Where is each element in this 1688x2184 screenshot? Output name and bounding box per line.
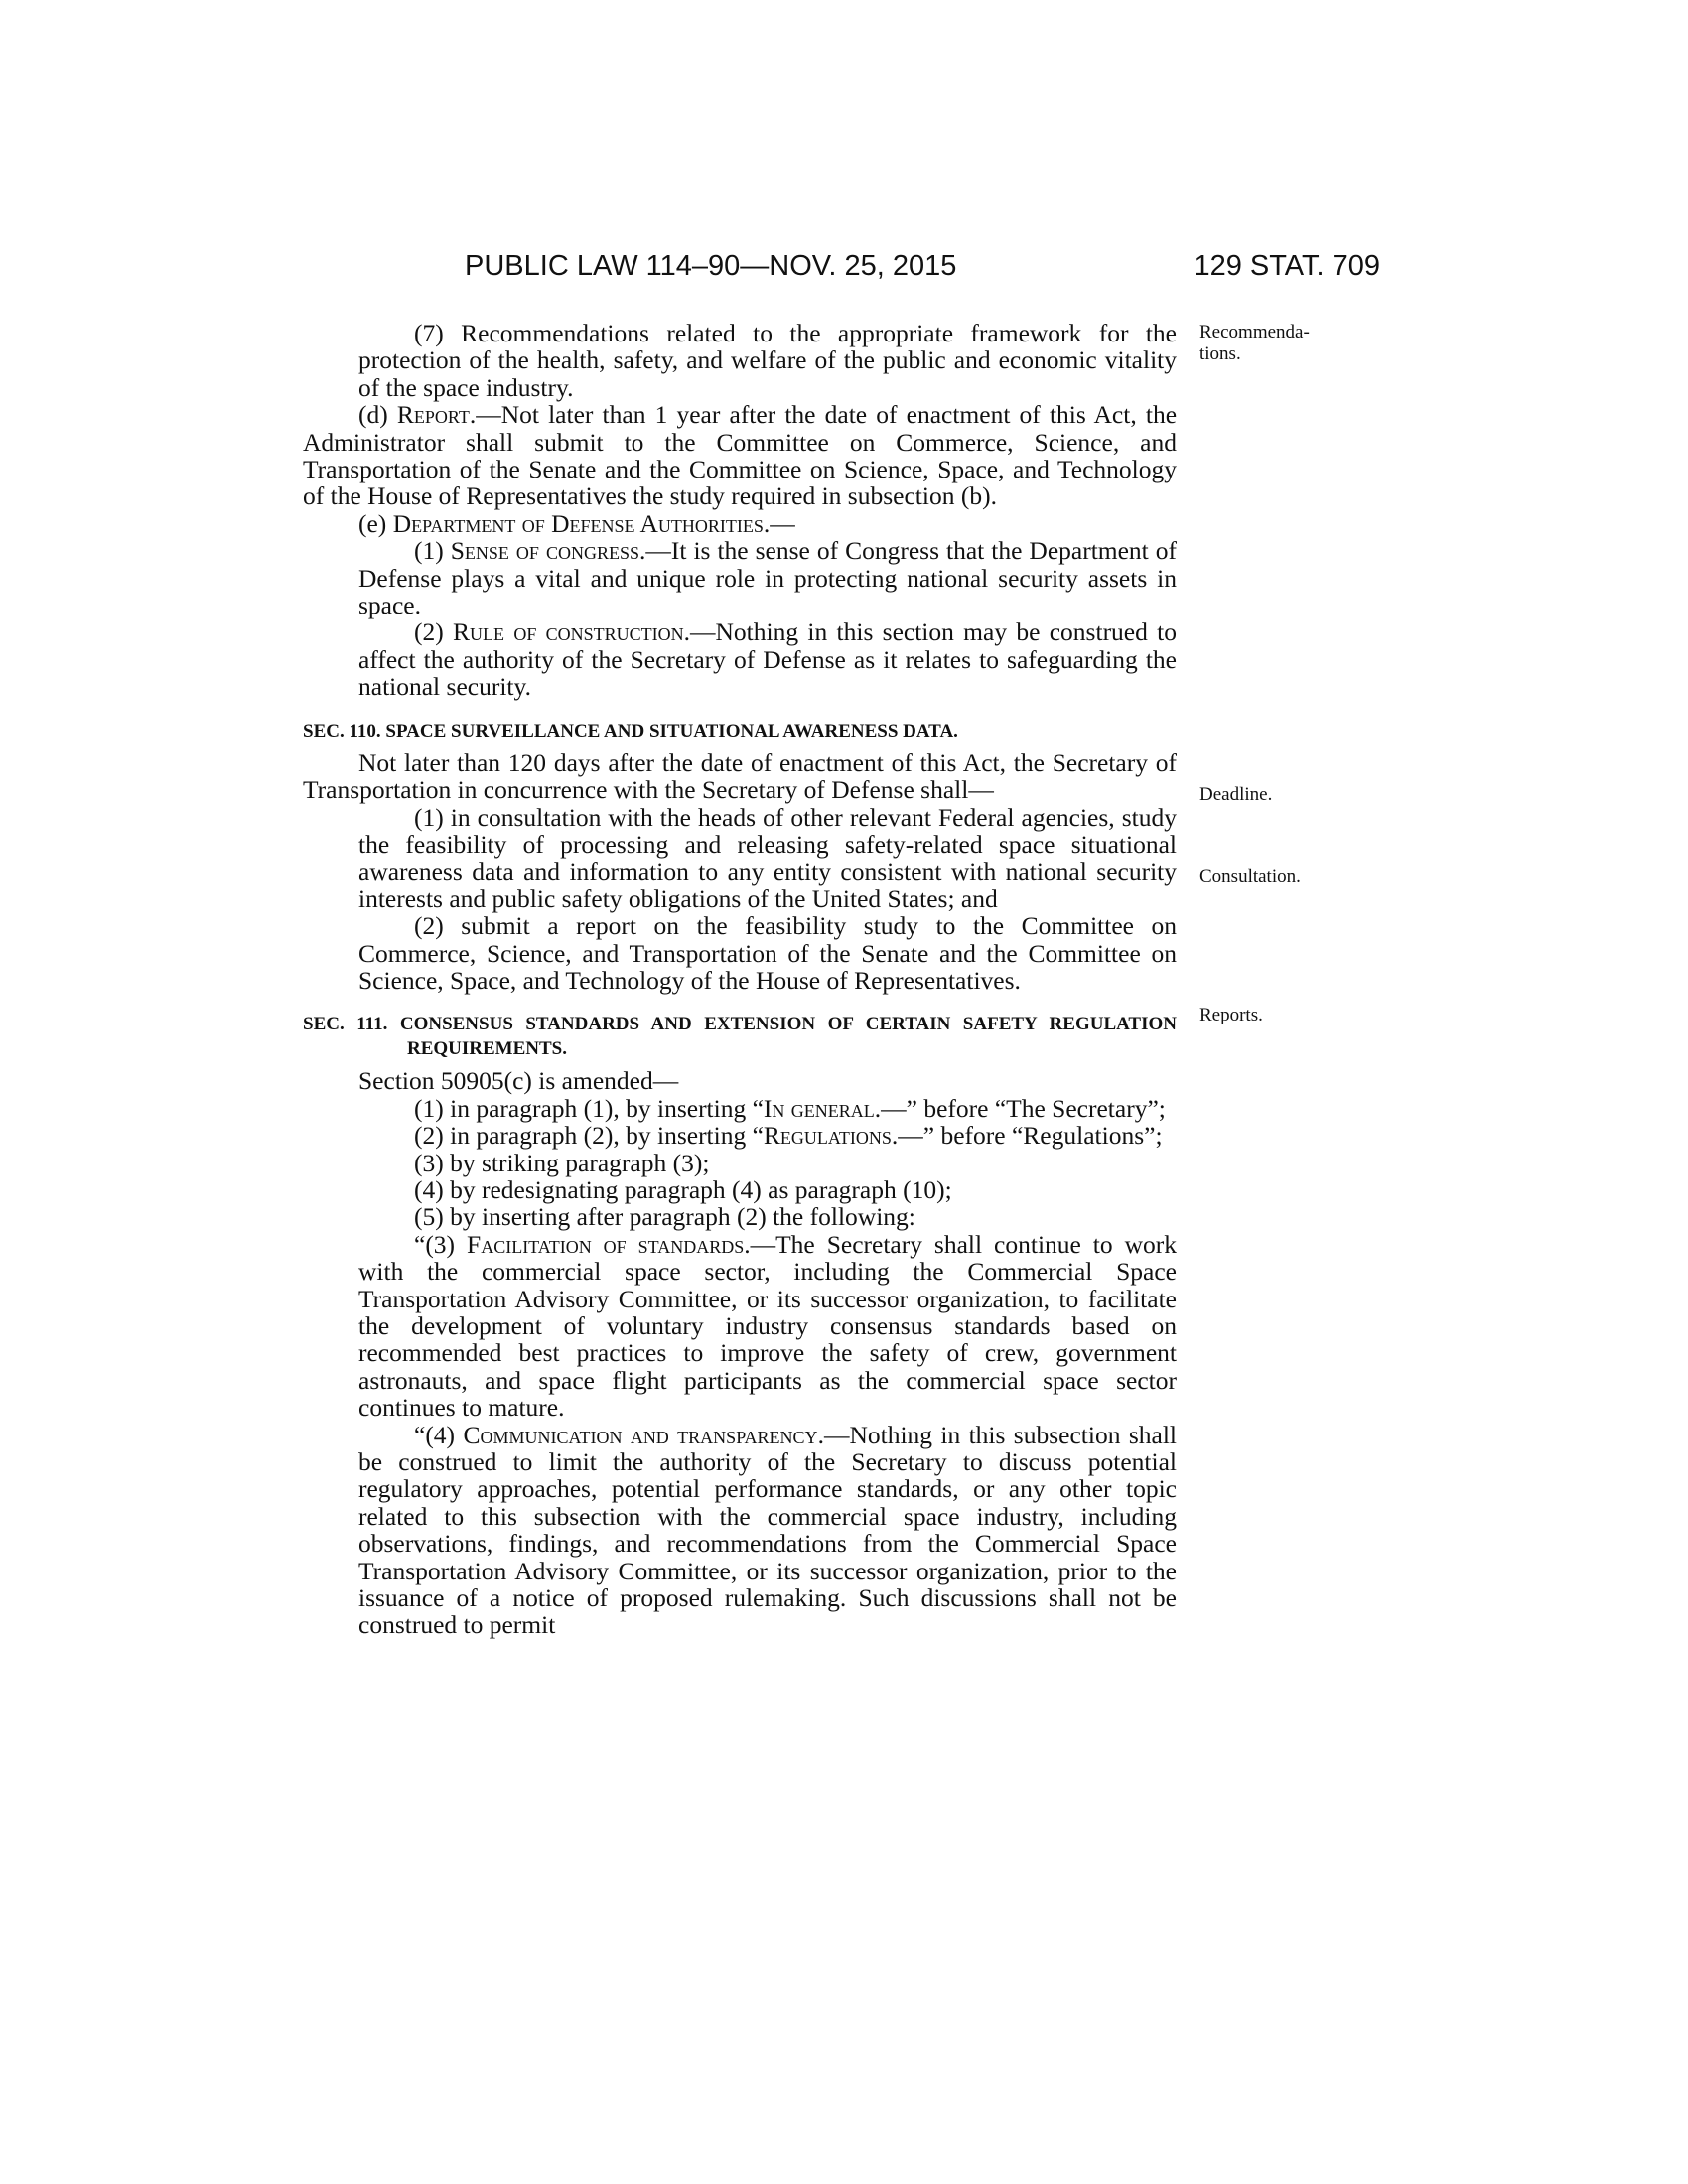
section-110-heading: SEC. 110. SPACE SURVEILLANCE AND SITUATIONAL AWARENESS DATA. (303, 720, 958, 742)
amendment-2: (2) in paragraph (2), by inserting “Regulations.—” before “Regulations”; (414, 1121, 1163, 1151)
amendment-3: (3) by striking paragraph (3); (414, 1148, 710, 1177)
subsection-e-heading: (e) Department of Defense Authorities.— (358, 508, 795, 538)
paragraph-c7: (7) Recommendations related to the appropriate framework for the protection of the health, safety, and welfare of the public and economic vitality of the space industry. (358, 319, 1177, 402)
margin-note-reports: Reports. (1199, 1005, 1263, 1025)
amendment-1: (1) in paragraph (1), by inserting “In general.—” before “The Secretary”; (414, 1093, 1166, 1123)
section-110-paragraph-2: (2) submit a report on the feasibility study to the Committee on Commerce, Science, and Transportation of the Senate and the Committee on Science, Space, and Technology of the House of Representatives. (358, 911, 1177, 995)
section-110-paragraph-1: (1) in consultation with the heads of other relevant Federal agencies, study the feasibility of processing and releasing safety-related space situational awareness data and information to any entity consistent with national security interests and public safety obligations of the United States; and (358, 802, 1177, 913)
amendment-4: (4) by redesignating paragraph (4) as paragraph (10); (414, 1174, 952, 1204)
margin-note-recommendations: Recommenda- tions. (1199, 322, 1310, 364)
paragraph-e1: (1) Sense of congress.—It is the sense of Congress that the Department of Defense plays a vital and unique role in protecting national security assets in space. (358, 536, 1178, 620)
inserted-paragraph-3: “(3) Facilitation of standards.—The Secretary shall continue to work with the commercial space sector, including the Commercial Space Transportation Advisory Committee, or its successor organization, to facilitate the development of voluntary industry consensus standards based on recommended best practices to improve the safety of crew, government astronauts, and space flight participants as the commercial space sector continues to mature. (358, 1229, 1177, 1423)
inserted-paragraph-4: “(4) Communication and transparency.—Nothing in this subsection shall be construed to limit the authority of the Secretary to discuss potential regulatory approaches, potential performance standards, or any other topic related to this subsection with the commercial space industry, including observations, findings, and recommendations from the Commercial Space Transportation Advisory Committee, or its successor organization, prior to the issuance of a notice of proposed rulemaking. Such discussions shall not be construed to permit (358, 1420, 1177, 1640)
paragraph-e2: (2) Rule of construction.—Nothing in this section may be construed to affect the authority of the Secretary of Defense as it relates to safeguarding the national security. (358, 617, 1178, 702)
section-110-intro: Not later than 120 days after the date of enactment of this Act, the Secretary of Transportation in concurrence with the Secretary of Defense shall— (303, 748, 1177, 805)
amendment-5: (5) by inserting after paragraph (2) the following: (414, 1202, 915, 1232)
section-111-intro: Section 50905(c) is amended— (358, 1066, 679, 1096)
statute-page-number: 129 STAT. 709 (1194, 250, 1380, 282)
running-title: PUBLIC LAW 114–90—NOV. 25, 2015 (465, 250, 957, 282)
section-111-heading: SEC. 111. CONSENSUS STANDARDS AND EXTENSION OF CERTAIN SAFETY REGULATION REQUIREMENTS. (303, 1014, 1177, 1060)
margin-note-consultation: Consultation. (1199, 866, 1301, 887)
document-body (303, 320, 1177, 1639)
page-header (298, 250, 1380, 286)
subsection-d-report: (d) Report.—Not later than 1 year after the date of enactment of this Act, the Administrator shall submit to the Committee on Commerce, Science, and Transportation of the Senate and the Committee on Science, Space, and Technology of the House of Representatives the study required in subsection (b). (303, 400, 1178, 511)
margin-note-deadline: Deadline. (1199, 784, 1273, 805)
